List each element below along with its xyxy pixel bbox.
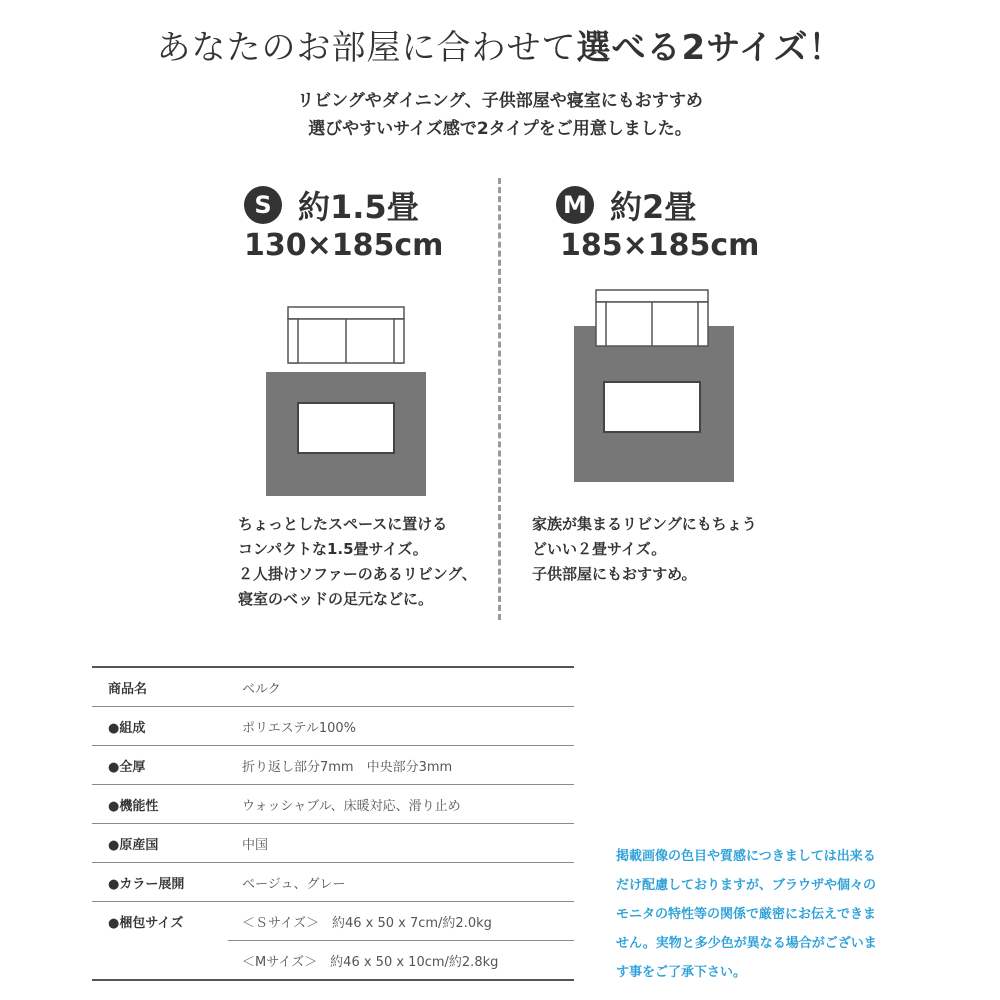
size-m-desc-line: 子供部屋にもおすすめ。 [532, 565, 697, 583]
size-m-illustration [572, 286, 736, 484]
size-m-header [556, 182, 696, 228]
spec-value: ベルク [242, 681, 281, 697]
size-m-dimensions: 185×185cm [560, 228, 760, 263]
size-m-name: 約2畳 [610, 188, 697, 226]
spec-value: ポリエステル100% [242, 720, 356, 736]
spec-label: ●組成 [108, 720, 146, 736]
spec-label: ●全厚 [108, 759, 146, 775]
disclaimer-line: だけ配慮しておりますが、ブラウザや個々の [616, 878, 877, 893]
size-s-desc-line: ちょっとしたスペースに置ける [238, 515, 448, 533]
spec-label: 商品名 [108, 681, 148, 697]
size-s-desc-line: コンパクトな1.5畳サイズ。 [238, 540, 428, 558]
subheading-line-2: 選びやすいサイズ感で2タイプをご用意しました。 [308, 119, 692, 139]
spec-row-product-name [92, 666, 574, 707]
spec-label: ●梱包サイズ [108, 915, 184, 931]
spec-label: ●原産国 [108, 837, 159, 853]
spec-value: 折り返し部分7mm 中央部分3mm [242, 759, 453, 775]
disclaimer-line: す事をご了承下さい。 [616, 965, 747, 980]
size-divider [498, 178, 501, 620]
spec-value: ウォッシャブル、床暖対応、滑り止め [242, 798, 461, 814]
packing-size-m: ＜Mサイズ＞ 約46 x 50 x 10cm/約2.8kg [242, 954, 499, 970]
spec-row-packing [92, 902, 574, 981]
size-s-header [244, 182, 419, 228]
size-m-desc-line: どいい２畳サイズ。 [532, 540, 667, 558]
sofa-icon [264, 300, 428, 496]
spec-value: 中国 [242, 837, 269, 853]
spec-label: ●カラー展開 [108, 876, 185, 892]
spec-label: ●機能性 [108, 798, 159, 814]
size-s-desc-line: 寝室のベッドの足元などに。 [238, 590, 434, 608]
size-m-desc-line: 家族が集まるリビングにもちょう [532, 515, 757, 533]
spec-row-thickness [92, 746, 574, 785]
size-s-name: 約1.5畳 [298, 188, 419, 226]
spec-row-colors [92, 863, 574, 902]
size-m-badge: M [556, 186, 594, 224]
size-s-description [238, 512, 477, 612]
spec-value: ベージュ、グレー [242, 876, 346, 892]
size-s-illustration [264, 300, 428, 496]
size-s-badge: S [244, 186, 282, 224]
spec-row-composition [92, 707, 574, 746]
disclaimer-line: 掲載画像の色目や質感につきましては出来る [616, 849, 876, 864]
color-disclaimer [616, 842, 916, 987]
subheading-line-1: リビングやダイニング、子供部屋や寝室にもおすすめ [297, 91, 703, 111]
page-headline [0, 20, 1000, 69]
spec-table [92, 666, 574, 981]
size-s-desc-line: ２人掛けソファーのあるリビング、 [238, 565, 477, 583]
packing-size-s: ＜Ｓサイズ＞ 約46 x 50 x 7cm/約2.0kg [242, 915, 492, 931]
size-s-dimensions: 130×185cm [244, 228, 444, 263]
sofa-icon [572, 286, 736, 484]
disclaimer-line: せん。実物と多少色が異なる場合がございま [616, 936, 877, 951]
spec-row-features [92, 785, 574, 824]
size-m-description [532, 512, 757, 587]
disclaimer-line: モニタの特性等の関係で厳密にお伝えできま [616, 907, 877, 922]
headline-normal: あなたのお部屋に合わせて [156, 28, 577, 68]
spec-row-origin [92, 824, 574, 863]
headline-bold: 選べる2サイズ！ [576, 28, 844, 68]
